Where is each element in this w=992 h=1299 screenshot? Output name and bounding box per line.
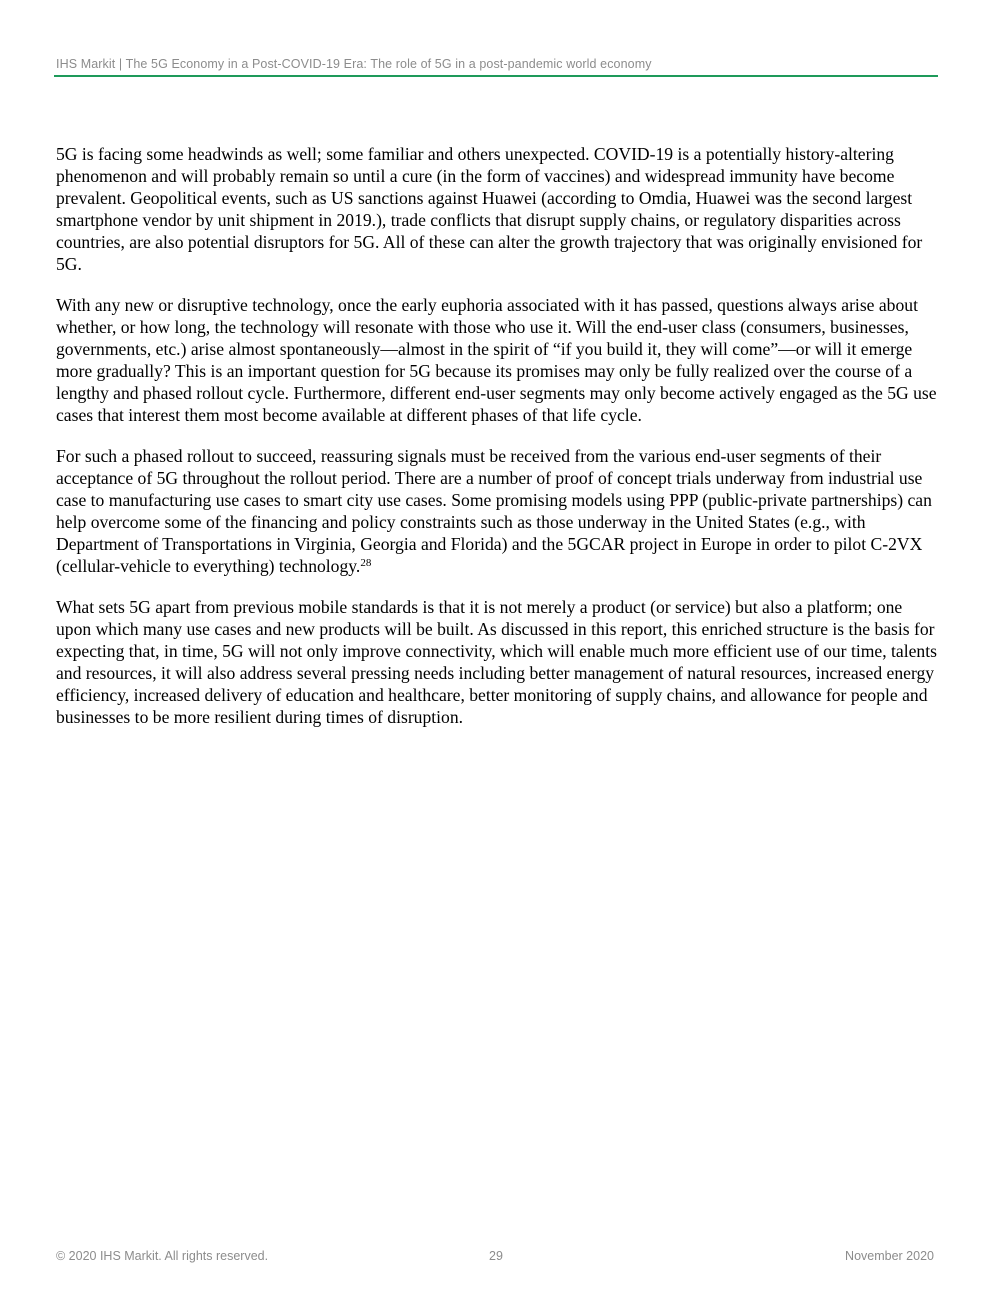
footer-date: November 2020 [845, 1249, 934, 1263]
header-divider [54, 75, 938, 77]
paragraph-1: 5G is facing some headwinds as well; some familiar and others unexpected. COVID-19 is a potentially history-altering phenomenon and will probably remain so until a cure (in the form of vaccines) and widespread immunity have become prevalent. Geopolitical events, such as US sanctions against Huawei (according to Omdia, Huawei was the second largest smartphone vendor by unit shipment in 2019.), trade conflicts that disrupt supply chains, or regulatory disparities across countries, are also potential disruptors for 5G. All of these can alter the growth trajectory that was originally envisioned for 5G. [56, 144, 923, 274]
page-number: 29 [489, 1249, 503, 1263]
running-header: IHS Markit | The 5G Economy in a Post-COVID-19 Era: The role of 5G in a post-pandemic world economy [56, 57, 652, 71]
footer-copyright: © 2020 IHS Markit. All rights reserved. [56, 1249, 269, 1263]
paragraph-4: What sets 5G apart from previous mobile standards is that it is not merely a product (or service) but also a platform; one upon which many use cases and new products will be built. As discussed in this report, this enriched structure is the basis for expecting that, in time, 5G will not only improve connectivity, which will enable much more efficient use of our time, talents and resources, it will also address several pressing needs including better management of natural resources, increased energy efficiency, increased delivery of education and healthcare, better monitoring of supply chains, and allowance for people and businesses to be more resilient during times of disruption. [56, 597, 937, 727]
main-content [56, 143, 940, 747]
footnote-reference[interactable]: 28 [360, 557, 372, 569]
paragraph-2: With any new or disruptive technology, once the early euphoria associated with it has passed, questions always arise about whether, or how long, the technology will resonate with those who use it. Will the end-user class (consumers, businesses, governments, etc.) arise almost spontaneously—almost in the spirit of “if you build it, they will come”—or will it emerge more gradually? This is an important question for 5G because its promises may only be fully realized over the course of a lengthy and phased rollout cycle. Furthermore, different end-user segments may only become actively engaged as the 5G use cases that interest them most become available at different phases of that life cycle. [56, 295, 937, 425]
paragraph-3 [56, 445, 940, 577]
paragraph-3-text: For such a phased rollout to succeed, reassuring signals must be received from the various end-user segments of their acceptance of 5G throughout the rollout period. There are a number of proof of concept trials underway from industrial use case to manufacturing use cases to smart city use cases. Some promising models using PPP (public-private partnerships) can help overcome some of the financing and policy constraints such as those underway in the United States (e.g., with Department of Transportations in Virginia, Georgia and Florida) and the 5GCAR project in Europe in order to pilot C-2VX (cellular-vehicle to everything) technology. [56, 446, 932, 576]
